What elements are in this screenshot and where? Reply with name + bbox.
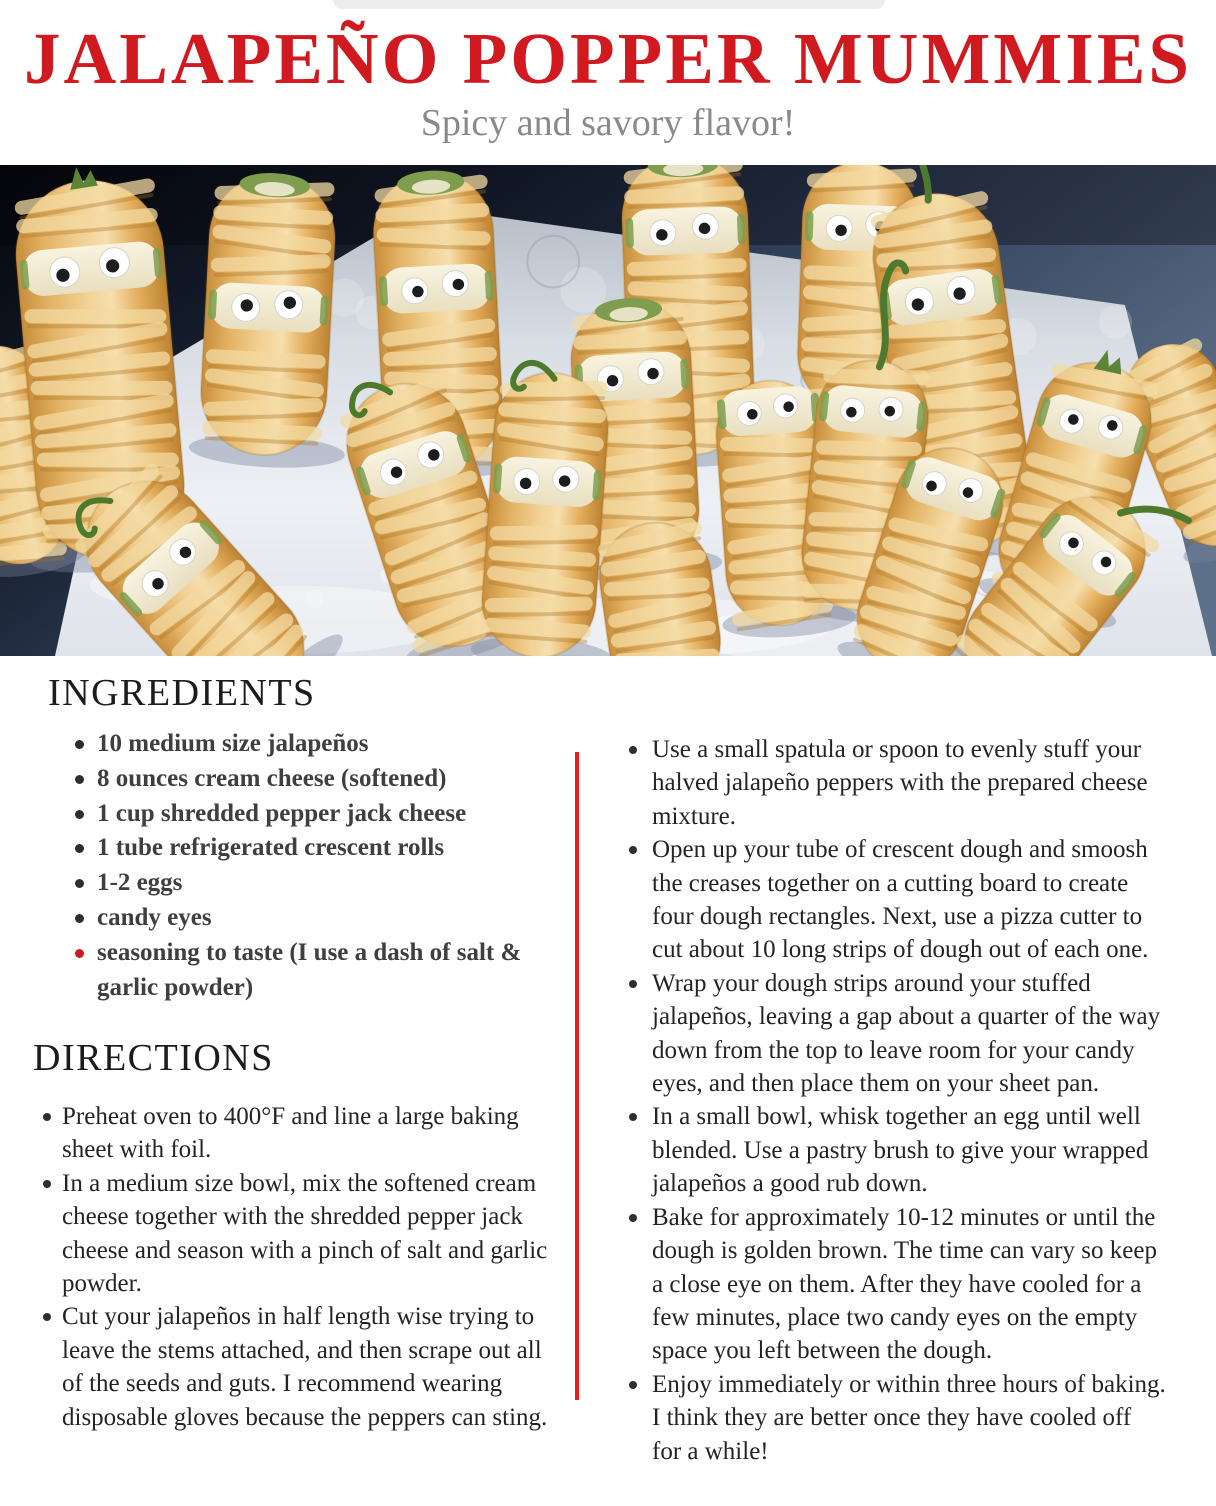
- bullet-icon: [43, 1313, 51, 1321]
- ingredients-list: [48, 727, 534, 1005]
- page-subtitle: Spicy and savory flavor!: [420, 102, 796, 144]
- bullet-icon: [75, 879, 84, 888]
- direction-item: [618, 733, 1166, 833]
- item-text: Bake for approximately 10-12 minutes or until the dough is golden brown. The time can vary so keep a close eye on them. After they have cooled for a few minutes, place two candy eyes on the empty space you left between the dough.: [652, 1203, 1157, 1365]
- bullet-icon: [629, 846, 637, 854]
- bullet-icon: [43, 1113, 51, 1121]
- ingredients-heading: INGREDIENTS: [48, 672, 316, 714]
- direction-item: [33, 1300, 550, 1434]
- bullet-icon: [75, 775, 84, 784]
- item-text: seasoning to taste (I use a dash of salt & garlic powder): [97, 938, 522, 1001]
- bullet-icon: [629, 1381, 637, 1389]
- direction-item: [33, 1167, 550, 1301]
- ingredient-item: [48, 831, 534, 866]
- direction-item: [618, 967, 1166, 1101]
- direction-item: [618, 1201, 1166, 1368]
- item-text: Cut your jalapeños in half length wise trying to leave the stems attached, and then scrape out all of the seeds and guts. I recommend wearing disposable gloves because the peppers can sting.: [62, 1303, 548, 1431]
- direction-item: [618, 833, 1166, 967]
- ingredient-item: [48, 727, 534, 762]
- item-text: Wrap your dough strips around your stuffed jalapeños, leaving a gap about a quarter of the way down from the top to leave room for your candy eyes, and then place them on your sheet pan.: [652, 969, 1161, 1098]
- bullet-icon: [629, 1113, 637, 1121]
- item-text: 1 tube refrigerated crescent rolls: [97, 834, 445, 862]
- directions-heading: DIRECTIONS: [33, 1037, 274, 1079]
- direction-item: [618, 1100, 1166, 1200]
- item-text: 1 cup shredded pepper jack cheese: [97, 799, 467, 827]
- column-divider-line: [575, 752, 579, 1400]
- bullet-icon: [75, 914, 84, 923]
- item-text: In a medium size bowl, mix the softened cream cheese together with the shredded pepper jack cheese and season with a pinch of salt and garlic powder.: [62, 1169, 548, 1298]
- directions-list-right: [618, 733, 1166, 1468]
- bullet-icon: [43, 1180, 51, 1188]
- item-text: 10 medium size jalapeños: [97, 730, 369, 757]
- item-text: Enjoy immediately or within three hours of baking. I think they are better once they have cooled off for a while!: [652, 1370, 1166, 1465]
- direction-item: [618, 1368, 1166, 1468]
- page-title: JALAPEÑO POPPER MUMMIES: [24, 18, 1192, 99]
- bullet-icon: [629, 1214, 637, 1222]
- ingredient-item: [48, 866, 534, 901]
- direction-item: [33, 1100, 550, 1167]
- recipe-photo: [0, 165, 1216, 656]
- bullet-icon: [75, 810, 84, 819]
- ingredient-item: [48, 762, 534, 797]
- bullet-icon: [629, 746, 637, 754]
- item-text: Preheat oven to 400°F and line a large baking sheet with foil.: [62, 1103, 519, 1164]
- bullet-icon: [75, 949, 84, 958]
- item-text: candy eyes: [97, 903, 212, 931]
- ingredient-item: [48, 936, 534, 1006]
- directions-list-left: [33, 1100, 550, 1434]
- bullet-icon: [75, 740, 84, 749]
- item-text: In a small bowl, whisk together an egg until well blended. Use a pastry brush to give your wrapped jalapeños a good rub down.: [652, 1103, 1149, 1198]
- ingredient-item: [48, 797, 534, 832]
- item-text: 1-2 eggs: [97, 869, 183, 897]
- item-text: Use a small spatula or spoon to evenly stuff your halved jalapeño peppers with the prepared cheese mixture.: [652, 736, 1148, 830]
- item-text: 8 ounces cream cheese (softened): [97, 764, 447, 792]
- bullet-icon: [629, 980, 637, 988]
- bullet-icon: [75, 844, 84, 853]
- ingredient-item: [48, 901, 534, 936]
- top-decorative-bar: [333, 0, 885, 9]
- item-text: Open up your tube of crescent dough and smoosh the creases together on a cutting board to create four dough rectangles. Next, use a pizza cutter to cut about 10 long strips of dough out of each one.: [652, 836, 1149, 964]
